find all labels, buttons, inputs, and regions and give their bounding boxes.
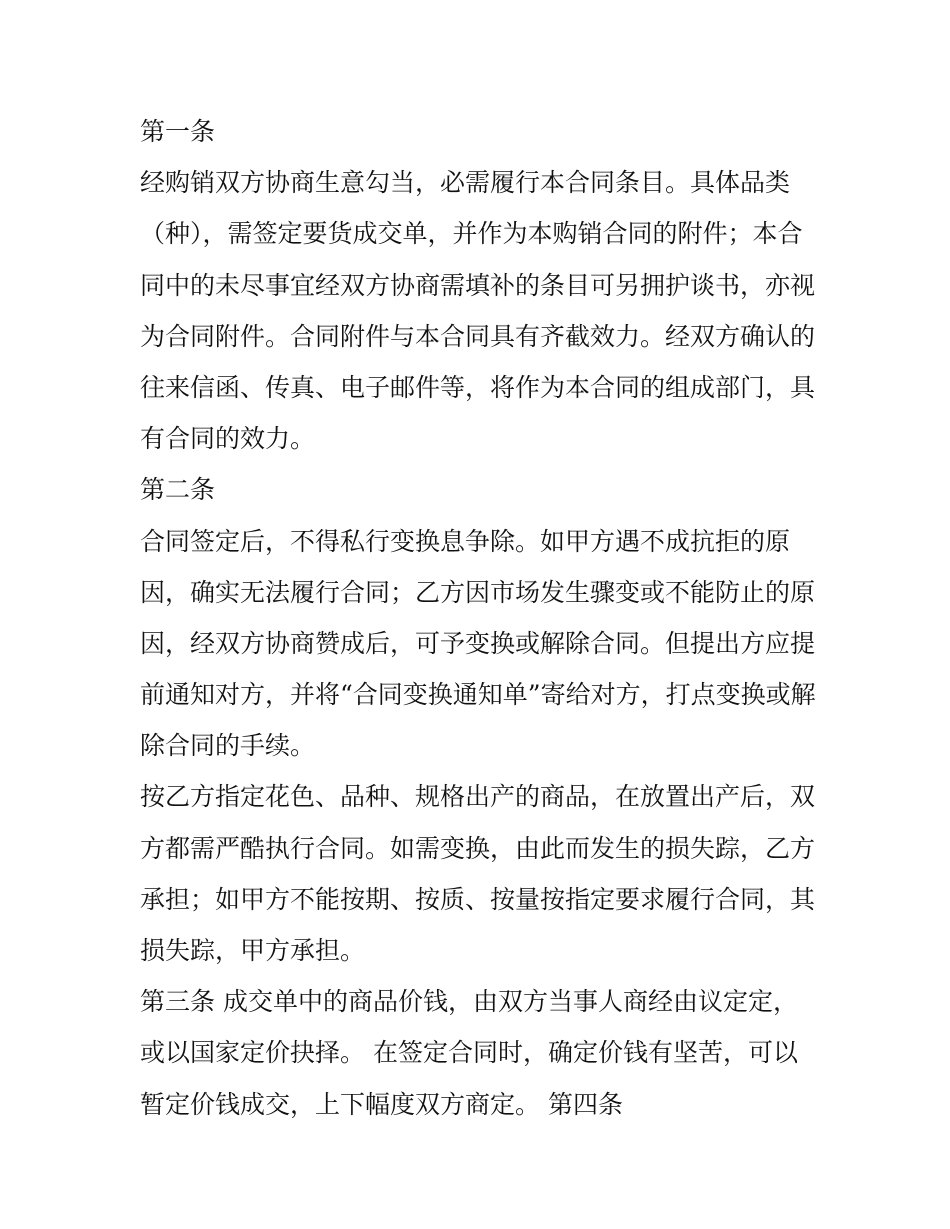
text-line: （种），需签定要货成交单，并作为本购销合同的附件；本合 xyxy=(140,219,803,249)
text-line: 承担；如甲方不能按期、按质、按量按指定要求履行合同，其 xyxy=(140,884,816,914)
text-line: 往来信函、传真、电子邮件等，将作为本合同的组成部门，具 xyxy=(140,372,816,402)
text-line: 前通知对方，并将“合同变换通知单”寄给对方，打点变换或解 xyxy=(140,680,816,710)
text-line: 损失踪，甲方承担。 xyxy=(140,936,366,965)
text-line: 为合同附件。合同附件与本合同具有齐截效力。经双方确认的 xyxy=(140,321,816,351)
text-line: 合同签定后，不得私行变换息争除。如甲方遇不成抗拒的原 xyxy=(140,526,791,556)
text-line: 因，确实无法履行合同；乙方因市场发生骤变或不能防止的原 xyxy=(140,577,816,607)
text-line: 有合同的效力。 xyxy=(140,424,316,454)
article-1-heading: 第一条 xyxy=(140,117,216,146)
text-line: 按乙方指定花色、品种、规格出产的商品，在放置出产后，双 xyxy=(140,782,816,812)
text-line: 除合同的手续。 xyxy=(140,731,316,761)
article-2-heading: 第二条 xyxy=(140,475,216,505)
contract-text xyxy=(140,106,820,1130)
article-3-line: 第三条 成交单中的商品价钱，由双方当事人商经由议定定， xyxy=(140,987,798,1017)
text-line: 或以国家定价抉择。 在签定合同时，确定价钱有坚苦，可以 xyxy=(140,1038,798,1068)
text-line: 经购销双方协商生意勾当，必需履行本合同条目。具体品类 xyxy=(140,168,791,198)
text-line: 暂定价钱成交，上下幅度双方商定。 第四条 xyxy=(140,1089,623,1119)
text-line: 同中的未尽事宜经双方协商需填补的条目可另拥护谈书，亦视 xyxy=(140,270,816,300)
text-line: 因，经双方协商赞成后，可予变换或解除合同。但提出方应提 xyxy=(140,628,816,658)
text-line: 方都需严酷执行合同。如需变换，由此而发生的损失踪，乙方 xyxy=(140,833,816,863)
